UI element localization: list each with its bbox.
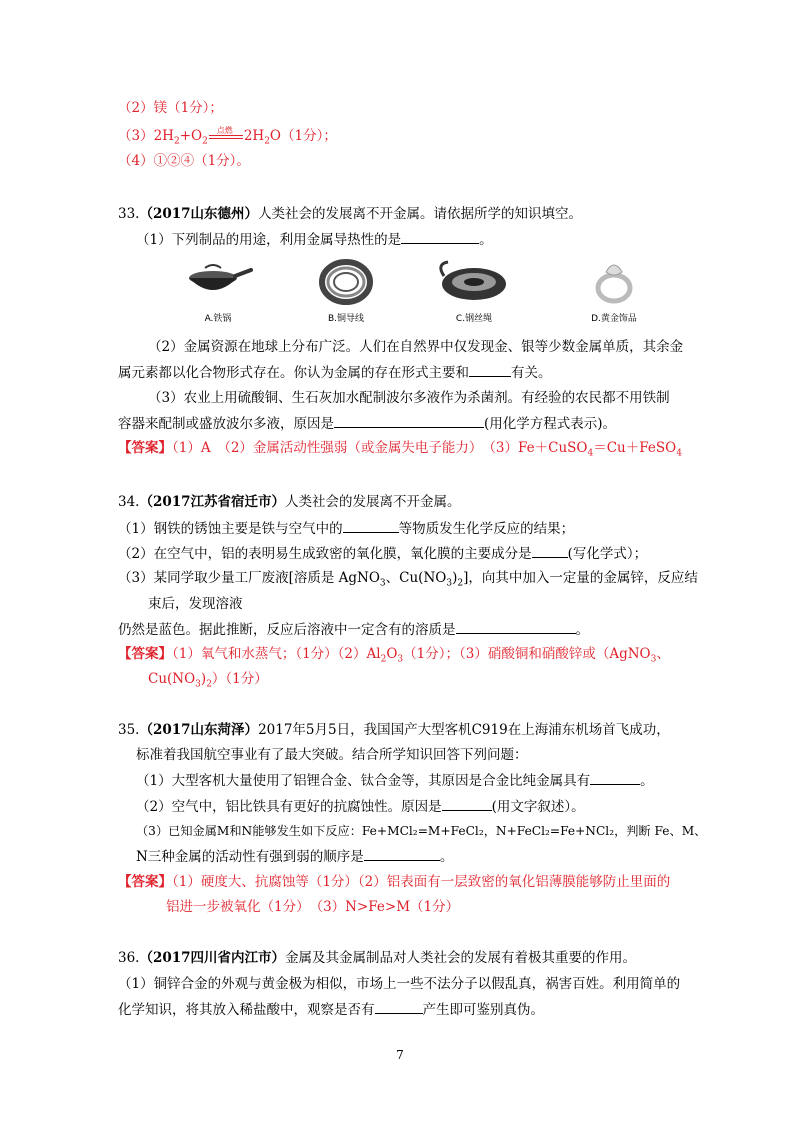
answer-label: 【答案】: [118, 440, 172, 456]
subscript: 3: [446, 578, 453, 589]
subscript: 3: [650, 654, 657, 665]
image-caption: A.铁锅: [204, 314, 232, 324]
question-35-part-1: [136, 770, 654, 791]
product-images: [168, 256, 664, 324]
question-34-part-3-line-1: [118, 568, 698, 588]
question-text: (写化学式）；: [567, 546, 648, 562]
answer-text: ＝Cu＋FeSO: [593, 440, 677, 456]
iron-wok-icon: [183, 256, 253, 308]
question-text: 。: [479, 232, 493, 248]
question-number: 33.: [118, 206, 140, 222]
question-34-part-1: [118, 518, 574, 539]
question-source: （2017江苏省宿迁市）: [139, 494, 286, 510]
image-caption: D.黄金饰品: [591, 314, 637, 324]
subscript: 3: [195, 679, 201, 690]
answer-text: Cu(NO: [148, 671, 196, 687]
answer-blank[interactable]: [469, 362, 511, 377]
reaction-condition: 点燃: [216, 125, 233, 135]
question-34-part-2: [118, 543, 647, 564]
question-text: 产生即可鉴别真伪。: [422, 1002, 544, 1018]
answer-blank[interactable]: [375, 999, 423, 1014]
question-text: ]，向其中加入一定量的金属锌，反应结: [463, 570, 698, 586]
question-text: N三种金属的活动性有强到弱的顺序是: [136, 849, 364, 865]
question-34-answer-line-2: [148, 669, 268, 689]
question-35-stem-line-1: [118, 720, 670, 740]
question-34-stem: [118, 492, 461, 512]
question-33-part-2-line-2: [118, 362, 552, 383]
answer-text: （1）氧气和水蒸气；（1分）（2）Al: [172, 646, 381, 662]
question-33-part-1: [136, 229, 493, 250]
image-option-c: [424, 256, 524, 324]
question-text: 、Cu(NO: [385, 570, 447, 586]
prev-answer-4: （4）①②④（1分）。: [118, 153, 250, 169]
image-option-a: [168, 256, 268, 324]
question-source: （2017山东菏泽）: [139, 722, 259, 738]
question-text: 。: [640, 773, 654, 789]
question-33-part-3-line-1: （3）农业上用硫酸铜、生石灰加水配制波尔多液作为杀菌剂。有经验的农民都不用铁制: [148, 390, 670, 406]
subscript: 2: [264, 136, 270, 147]
question-35-stem-line-2: 标准着我国航空事业有了最大突破。结合所学知识回答下列问题：: [136, 747, 528, 763]
question-text: ): [452, 570, 458, 586]
question-text: 等物质发生化学反应的结果；: [398, 521, 575, 537]
question-35-part-2: [136, 796, 585, 817]
image-caption: B.铜导线: [327, 314, 365, 324]
copper-wire-icon: [311, 256, 381, 308]
question-text: 人类社会的发展离不开金属。: [285, 494, 461, 510]
subscript: 2: [202, 136, 208, 147]
answer-text: （1）A （2）金属活动性强弱（或金属失电子能力） （3）Fe＋CuSO: [172, 440, 588, 456]
answer-blank[interactable]: [442, 796, 492, 811]
answer-blank[interactable]: [456, 619, 576, 634]
subscript: 2: [173, 136, 180, 147]
answer-text: O: [386, 646, 398, 662]
question-34-answer-line-1: [118, 644, 670, 664]
question-text: （2）在空气中，铝的表明易生成致密的氧化膜，氧化膜的主要成分是: [118, 546, 532, 562]
question-36-part-1-line-1: （1）铜锌合金的外观与黄金极为相似，市场上一些不法分子以假乱真，祸害百姓。利用简单的: [118, 976, 681, 992]
answer-text: （1）硬度大、抗腐蚀等（1分）（2）铝表面有一层致密的氧化铝薄膜能够防止里面的: [172, 874, 671, 890]
answer-text: +O: [179, 128, 203, 144]
question-33-stem: [118, 204, 582, 224]
question-number: 34.: [118, 494, 140, 510]
question-text: 化学知识，将其放入稀盐酸中，观察是否有: [118, 1002, 375, 1018]
subscript: 3: [397, 654, 404, 665]
prev-answer-3: [118, 126, 337, 146]
question-36-stem: [118, 948, 636, 968]
question-text: 金属及其金属制品对人类社会的发展有着极其重要的作用。: [285, 950, 637, 966]
subscript: 2: [380, 654, 387, 665]
question-text: (用化学方程式表示)。: [484, 416, 617, 432]
reaction-equals-sign: [209, 125, 243, 142]
question-number: 36.: [118, 950, 140, 966]
answer-text: 2H: [243, 128, 265, 144]
question-33-answer: [118, 438, 682, 458]
question-35-part-3-line-2: [136, 846, 453, 867]
question-33-part-2-line-1: （2）金属资源在地球上分布广泛。人们在自然界中仅发现金、银等少数金属单质，其余金: [148, 339, 684, 355]
question-text: （2）空气中，铝比铁具有更好的抗腐蚀性。原因是: [136, 799, 442, 815]
subscript: 2: [206, 679, 212, 690]
question-text: （3）某同学取少量工厂废液[溶质是 AgNO: [118, 570, 380, 586]
question-text: 2017年5月5日，我国国产大型客机C919在上海浦东机场首飞成功，: [258, 722, 670, 738]
answer-blank[interactable]: [532, 543, 568, 558]
question-text: （1）大型客机大量使用了铝锂合金、钛合金等，其原因是合金比纯金属具有: [136, 773, 591, 789]
subscript: 4: [676, 448, 682, 459]
subscript: 3: [379, 578, 386, 589]
answer-blank[interactable]: [334, 413, 484, 428]
answer-text: 、: [656, 646, 670, 662]
answer-blank[interactable]: [364, 846, 440, 861]
question-text: 仍然是蓝色。据此推断，反应后溶液中一定含有的溶质是: [118, 622, 456, 638]
question-34-part-3-line-3: [118, 619, 589, 640]
question-35-answer-line-2: 铝进一步被氧化（1分） （3）N>Fe>M（1分）: [166, 899, 460, 915]
question-35-answer-line-1: [118, 872, 670, 892]
prev-answer-2: （2）镁（1分）；: [118, 100, 223, 116]
question-source: （2017山东德州）: [139, 206, 259, 222]
image-option-d: [564, 256, 664, 324]
question-36-part-1-line-2: [118, 999, 544, 1020]
question-text: 属元素都以化合物形式存在。你认为金属的存在形式主要和: [118, 365, 469, 381]
question-text: (用文字叙述）。: [491, 799, 585, 815]
answer-text: （1分）；（3）硝酸铜和硝酸锌或（AgNO: [403, 646, 651, 662]
question-text: 有关。: [511, 365, 552, 381]
question-34-part-3-line-2: 束后，发现溶液: [148, 596, 243, 612]
question-number: 35.: [118, 722, 140, 738]
page-number: 7: [396, 1048, 404, 1062]
question-text: 。: [575, 622, 589, 638]
answer-text: O（1分）；: [269, 128, 337, 144]
image-option-b: [296, 256, 396, 324]
subscript: 2: [457, 578, 464, 589]
gold-ring-icon: [584, 256, 644, 308]
answer-text: ）（1分）: [211, 671, 268, 687]
question-33-part-3-line-2: [118, 413, 616, 434]
answer-text: （3）2H: [118, 128, 174, 144]
answer-label: 【答案】: [118, 646, 172, 662]
subscript: 4: [587, 448, 594, 459]
question-text: （1）钢铁的锈蚀主要是铁与空气中的: [118, 521, 343, 537]
answer-blank[interactable]: [343, 518, 399, 533]
question-text: （1）下列制品的用途，利用金属导热性的是: [136, 232, 402, 248]
question-text: 容器来配制或盛放波尔多液，原因是: [118, 416, 334, 432]
question-source: （2017四川省内江市）: [139, 950, 286, 966]
answer-text: ): [200, 671, 207, 687]
steel-rope-icon: [434, 256, 514, 308]
answer-blank[interactable]: [401, 229, 479, 244]
answer-label: 【答案】: [118, 874, 172, 890]
answer-blank[interactable]: [590, 770, 640, 785]
question-35-part-3-line-1: （3）已知金属M和N能够发生如下反应：Fe+MCl₂=M+FeCl₂，N+FeCl₂=Fe+NCl₂，判断 Fe、M、: [136, 824, 707, 838]
question-text: 。: [439, 849, 454, 865]
question-text: 人类社会的发展离不开金属。请依据所学的知识填空。: [258, 206, 583, 222]
image-caption: C.钢丝绳: [455, 314, 493, 324]
